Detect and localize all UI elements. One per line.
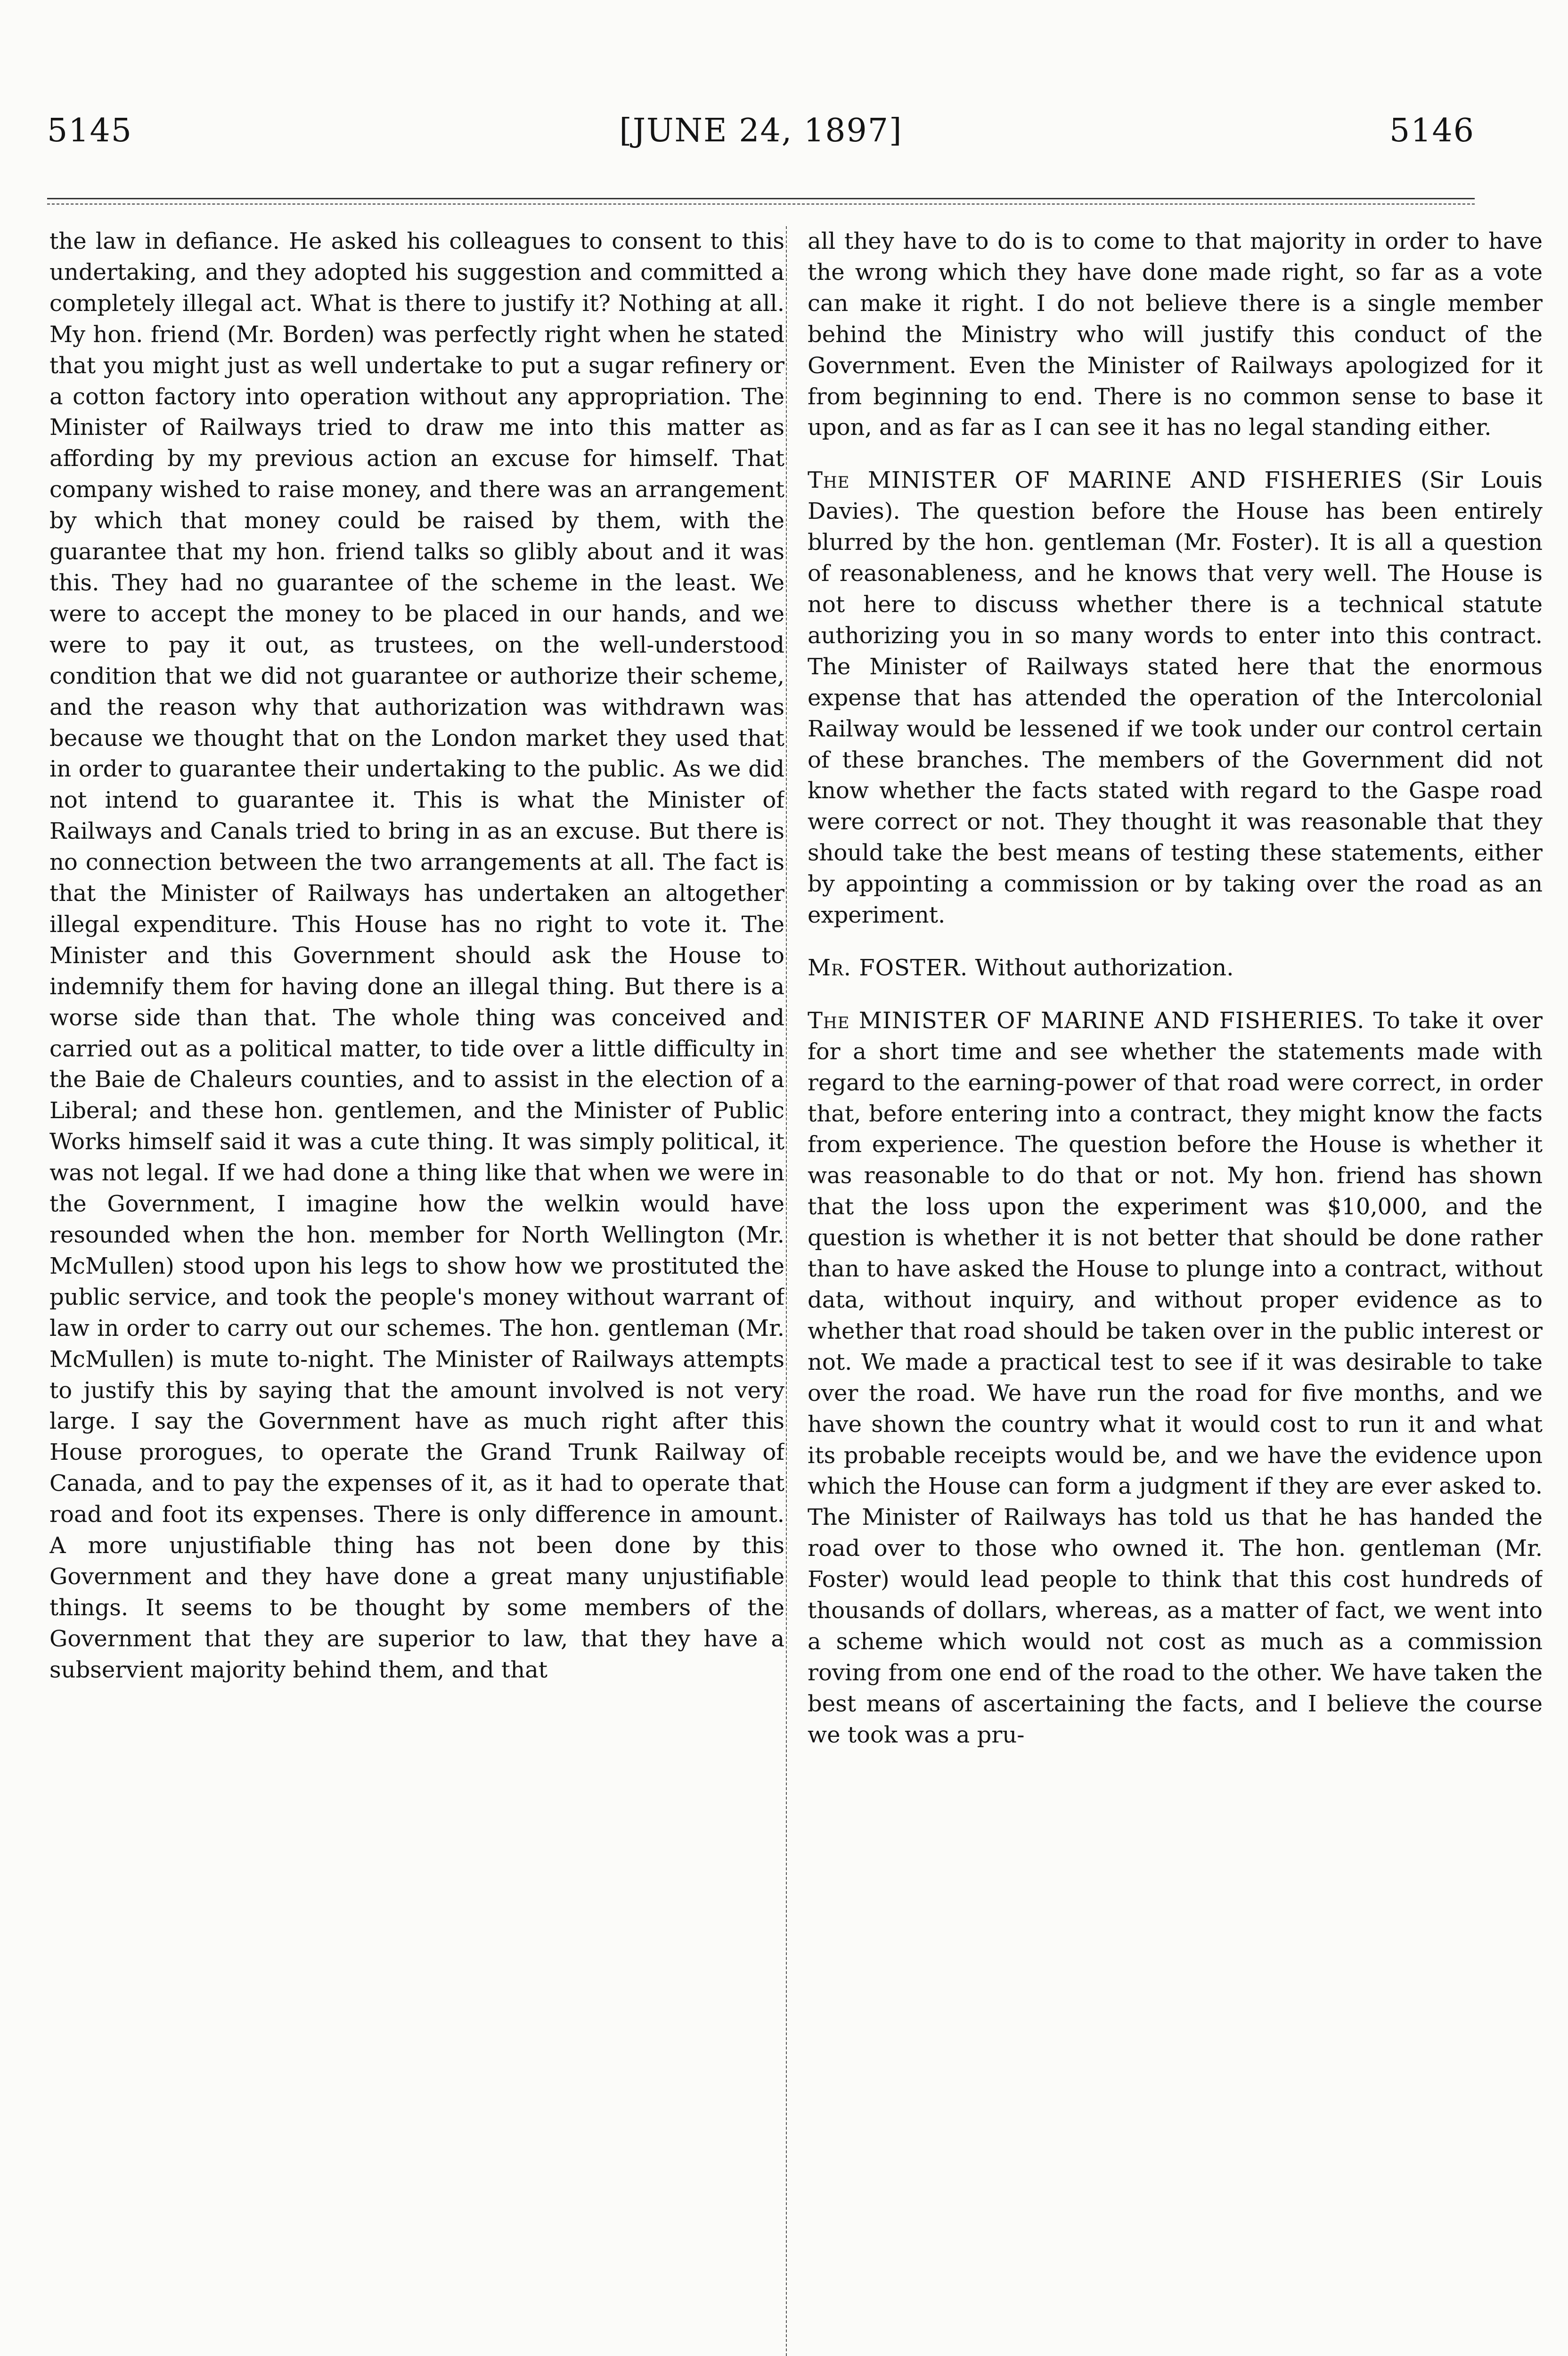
paragraph-3: [808, 953, 1543, 984]
page-number-right: 5146: [1389, 112, 1475, 149]
header-rule-secondary: [47, 204, 1475, 205]
paragraph-2-text: (Sir Louis Davies). The question before the House has been entirely blurred by the hon. gentleman (Mr. Foster). It is all a question of reasonableness, and he knows that very well. The House is not here to discuss whether there is a technical statute authorizing you in so many words to enter into this contract. The Minister of Railways stated here that the enormous expense that has attended the operation of the Intercolonial Railway would be lessened if we took under our control certain of these branches. The members of the Government did not know whether the facts stated with regard to the Gaspe road were correct or not. They thought it was reasonable that they should take the best means of testing these statements, either by appointing a commission or by taking over the road as an experiment.: [808, 467, 1543, 929]
speaker-name: The MINISTER OF MARINE AND FISHERIES.: [808, 1007, 1365, 1034]
paragraph-4-text: To take it over for a short time and see whether the statements made with regard to the earning-power of that road were correct, in order that, before entering into a contract, they might know the facts from experience. The question before the House is whether it was reasonable to do that or not. My hon. friend has shown that the loss upon the experiment was $10,000, and the question is whether it is not better that should be done rather than to have asked the House to plunge into a contract, without data, without inquiry, and without proper evidence as to whether that road should be taken over in the public interest or not. We made a practical test to see if it was desirable to take over the road. We have run the road for five months, and we have shown the country what it would cost to run it and what its probable receipts would be, and we have the evidence upon which the House can form a judgment if they are ever asked to. The Minister of Railways has told us that he has handed the road over to those who owned it. The hon. gentleman (Mr. Foster) would lead people to think that this cost hundreds of thousands of dollars, whereas, as a matter of fact, we went into a scheme which would not cost as much as a commission roving from one end of the road to the other. We have taken the best means of ascertaining the facts, and I believe the course we took was a pru-: [808, 1007, 1543, 1748]
header-rule: [47, 198, 1475, 199]
paragraph-2: [808, 465, 1543, 931]
paragraph-4: [808, 1006, 1543, 1751]
page-header: [47, 112, 1475, 164]
page-number-left: 5145: [47, 112, 133, 149]
column-divider: [786, 226, 787, 2356]
left-column: [49, 226, 784, 2356]
header-date: [JUNE 24, 1897]: [619, 112, 903, 149]
right-column: [808, 226, 1543, 2356]
paragraph-1: all they have to do is to come to that majority in order to have the wrong which they have done made right, so far as a vote can make it right. I do not believe there is a single member behind the Ministry who will justify this conduct of the Government. Even the Minister of Railways apologized for it from beginning to end. There is no common sense to base it upon, and as far as I can see it has no legal standing either.: [808, 228, 1543, 441]
left-column-text: the law in defiance. He asked his colleagues to consent to this undertaking, and they adopted his suggestion and committed a completely illegal act. What is there to justify it? Nothing at all. My hon. friend (Mr. Borden) was perfectly right when he stated that you might just as well undertake to put a sugar refinery or a cotton factory into operation without any appropriation. The Minister of Railways tried to draw me into this matter as affording by my previous action an excuse for himself. That company wished to raise money, and there was an arrangement by which that money could be raised by them, with the guarantee that my hon. friend talks so glibly about and it was this. They had no guarantee of the scheme in the least. We were to accept the money to be placed in our hands, and we were to pay it out, as trustees, on the well-understood condition that we did not guarantee or authorize their scheme, and the reason why that authorization was withdrawn was because we thought that on the London market they used that in order to guarantee their undertaking to the public. As we did not intend to guarantee it. This is what the Minister of Railways and Canals tried to bring in as an excuse. But there is no connection between the two arrangements at all. The fact is that the Minister of Railways has undertaken an altogether illegal expenditure. This House has no right to vote it. The Minister and this Government should ask the House to indemnify them for having done an illegal thing. But there is a worse side than that. The whole thing was conceived and carried out as a political matter, to tide over a little difficulty in the Baie de Chaleurs counties, and to assist in the election of a Liberal; and these hon. gentlemen, and the Minister of Public Works himself said it was a cute thing. It was simply political, it was not legal. If we had done a thing like that when we were in the Government, I imagine how the welkin would have resounded when the hon. member for North Wellington (Mr. McMullen) stood upon his legs to show how we prostituted the public service, and took the people's money without warrant of law in order to carry out our schemes. The hon. gentleman (Mr. McMullen) is mute to-night. The Minister of Railways attempts to justify this by saying that the amount involved is not very large. I say the Government have as much right after this House prorogues, to operate the Grand Trunk Railway of Canada, and to pay the expenses of it, as it had to operate that road and foot its expenses. There is only difference in amount. A more unjustifiable thing has not been done by this Government and they have done a great many unjustifiable things. It seems to be thought by some members of the Government that they are superior to law, that they have a subservient majority behind them, and that: [49, 228, 784, 1683]
speaker-name: The MINISTER OF MARINE AND FISHERIES: [808, 467, 1403, 494]
speaker-name: Mr. FOSTER.: [808, 954, 968, 981]
paragraph-3-text: Without authorization.: [968, 954, 1234, 981]
